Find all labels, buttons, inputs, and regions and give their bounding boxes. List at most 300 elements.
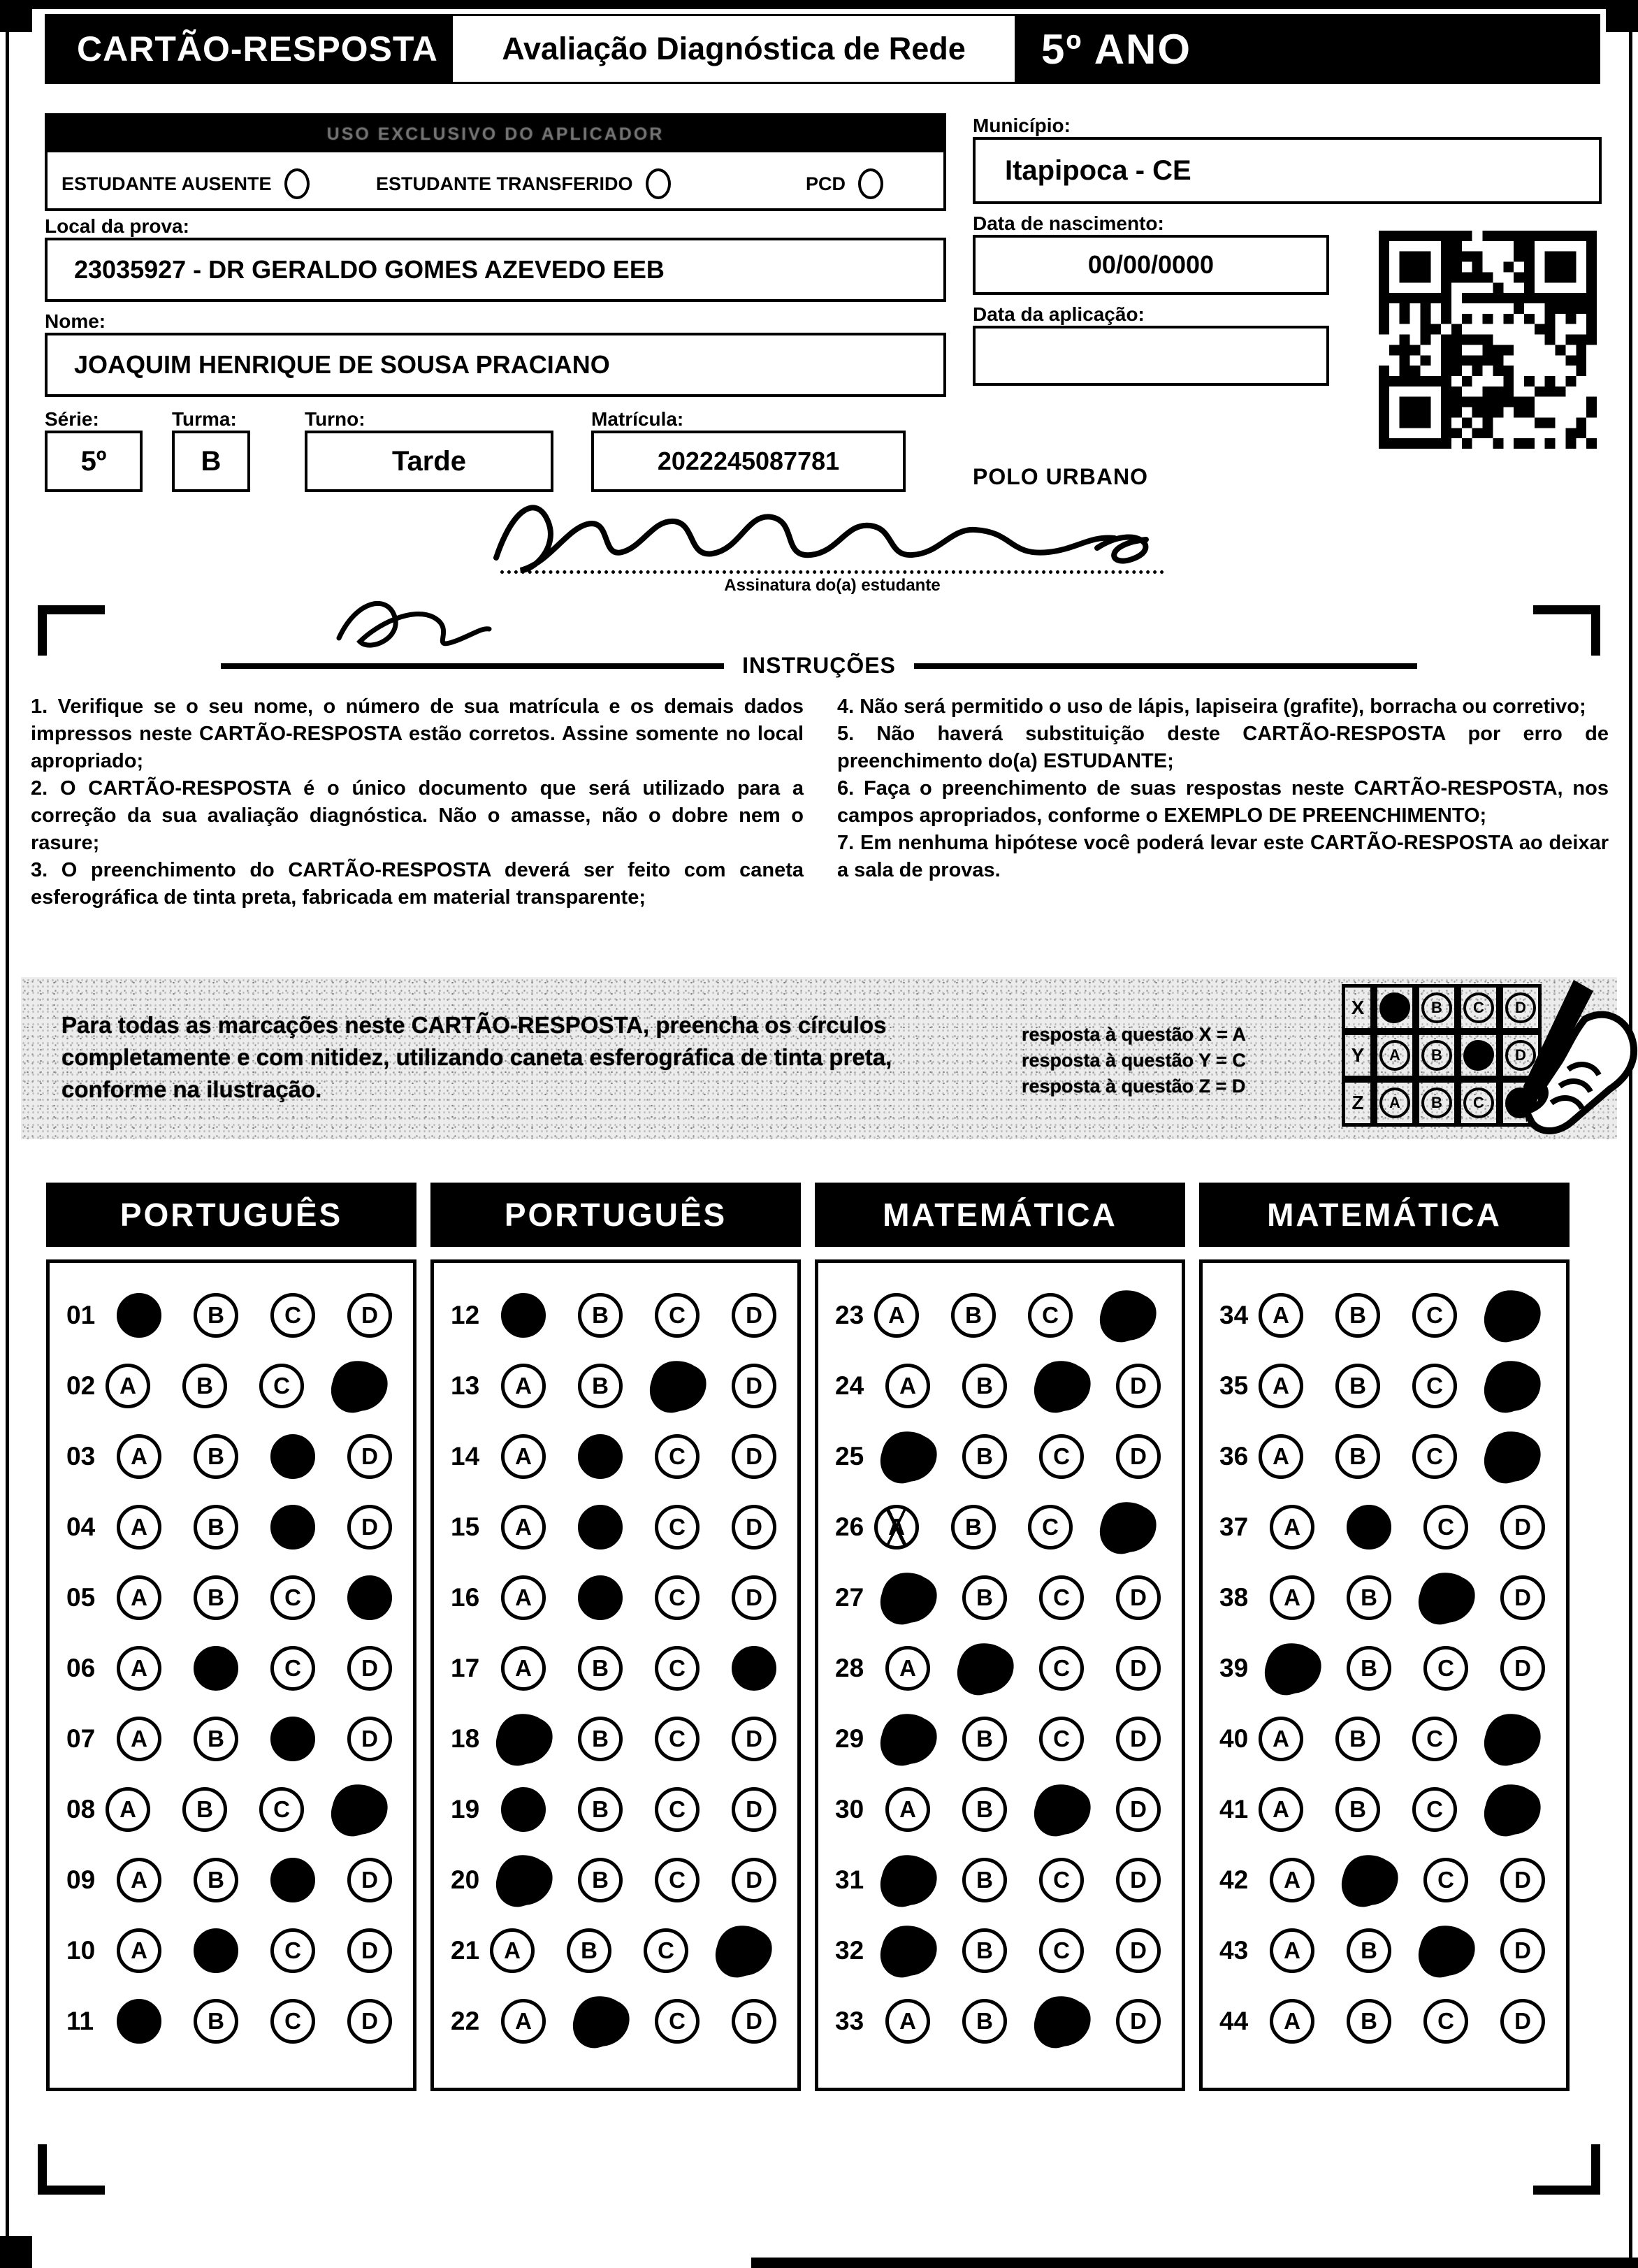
bubble-12-D[interactable]: D [732, 1293, 776, 1338]
bubble-13-C[interactable] [647, 1357, 706, 1415]
instructions-header [0, 653, 1638, 679]
bubble-26-D[interactable] [1097, 1498, 1157, 1556]
bubble-25-D[interactable]: D [1116, 1434, 1161, 1479]
checkbox-estudante-ausente [61, 159, 310, 208]
bubble-10-B[interactable] [194, 1928, 238, 1973]
turma-box [172, 431, 250, 492]
question-row-11 [66, 1986, 413, 2056]
bubble-36-B[interactable]: B [1335, 1434, 1380, 1479]
crop-mark-top-left [38, 605, 105, 656]
bubble-30-D[interactable]: D [1116, 1787, 1161, 1832]
bubble-07-D[interactable]: D [347, 1717, 392, 1761]
question-row-16 [451, 1562, 797, 1633]
bubble-33-C[interactable] [1031, 1993, 1091, 2050]
bubble-30-C[interactable] [1031, 1781, 1091, 1838]
question-row-13 [451, 1350, 797, 1421]
bubble-01-A[interactable] [117, 1293, 161, 1338]
question-row-37 [1219, 1491, 1566, 1562]
question-number: 17 [451, 1653, 480, 1682]
local-da-prova-box [45, 238, 946, 302]
question-row-31 [835, 1844, 1182, 1915]
bubble-07-C[interactable] [270, 1717, 315, 1761]
question-row-18 [451, 1703, 797, 1774]
bubble-15-B[interactable] [578, 1505, 623, 1550]
question-number: 30 [835, 1794, 864, 1823]
corner-square-bottom-left [0, 2236, 32, 2268]
signature-caption: Assinatura do(a) estudante [724, 576, 941, 595]
instruction-item: 7. Em nenhuma hipótese você poderá levar este CARTÃO-RESPOSTA ao deixar a sala de provas. [837, 832, 1609, 881]
bubble-03-B[interactable]: B [194, 1434, 238, 1479]
question-row-38 [1219, 1562, 1566, 1633]
bubble-42-C[interactable]: C [1423, 1858, 1468, 1902]
exam-title: Avaliação Diagnóstica de Rede [502, 31, 966, 66]
question-number: 26 [835, 1512, 864, 1541]
bubble-23-C[interactable]: C [1028, 1293, 1073, 1338]
example-bubble-Z-A: A [1379, 1088, 1410, 1118]
question-row-42 [1219, 1844, 1566, 1915]
answer-column [430, 1259, 801, 2091]
municipio-value: Itapipoca - CE [1005, 154, 1191, 186]
bubble-35-D[interactable] [1481, 1357, 1541, 1415]
bubble-16-A[interactable]: A [501, 1575, 546, 1620]
bubble-25-A[interactable] [878, 1428, 937, 1485]
bubble-42-A[interactable]: A [1270, 1858, 1314, 1902]
bubble-11-A[interactable] [117, 1999, 161, 2044]
question-row-12 [451, 1280, 797, 1350]
question-number: 18 [451, 1724, 480, 1753]
question-row-32 [835, 1915, 1182, 1986]
bubble-25-B[interactable]: B [962, 1434, 1007, 1479]
question-number: 01 [66, 1300, 96, 1329]
question-number: 14 [451, 1441, 480, 1471]
bubble-42-B[interactable] [1339, 1851, 1398, 1909]
bubble-01-D[interactable]: D [347, 1293, 392, 1338]
bubble-33-B[interactable]: B [962, 1999, 1007, 2044]
bubble-31-B[interactable]: B [962, 1858, 1007, 1902]
bubble-41-A[interactable]: A [1259, 1787, 1303, 1832]
question-row-33 [835, 1986, 1182, 2056]
question-row-19 [451, 1774, 797, 1844]
bubble-05-B[interactable]: B [194, 1575, 238, 1620]
question-number: 33 [835, 2006, 864, 2035]
bubble-24-D[interactable]: D [1116, 1364, 1161, 1408]
question-number: 39 [1219, 1653, 1249, 1682]
bubble-26-A[interactable]: A [874, 1505, 919, 1550]
bubble-01-C[interactable]: C [270, 1293, 315, 1338]
bubble-18-B[interactable]: B [578, 1717, 623, 1761]
bubble-36-D[interactable] [1481, 1428, 1541, 1485]
bubble-21-A[interactable]: A [490, 1928, 535, 1973]
nascimento-label: Data de nascimento: [973, 212, 1164, 234]
bubble-24-A[interactable]: A [885, 1364, 930, 1408]
bubble-35-A[interactable]: A [1259, 1364, 1303, 1408]
bubble-27-C[interactable]: C [1039, 1575, 1084, 1620]
bubble-02-B[interactable]: B [182, 1364, 227, 1408]
bubble-40-C[interactable]: C [1412, 1717, 1457, 1761]
answer-column [815, 1259, 1185, 2091]
bubble-35-C[interactable]: C [1412, 1364, 1457, 1408]
bubble-15-D[interactable]: D [732, 1505, 776, 1550]
bubble-40-B[interactable]: B [1335, 1717, 1380, 1761]
bubble-07-B[interactable]: B [194, 1717, 238, 1761]
bubble-29-C[interactable]: C [1039, 1717, 1084, 1761]
bubble-10-C[interactable]: C [270, 1928, 315, 1973]
bubble-19-A[interactable] [501, 1787, 546, 1832]
bubble-06-A[interactable]: A [117, 1646, 161, 1691]
question-number: 35 [1219, 1371, 1249, 1400]
bubble-38-A[interactable]: A [1270, 1575, 1314, 1620]
bubble-36-A[interactable]: A [1259, 1434, 1303, 1479]
bubble-38-B[interactable]: B [1347, 1575, 1391, 1620]
turma-value: B [201, 445, 222, 477]
question-number: 09 [66, 1865, 96, 1894]
bubble-15-A[interactable]: A [501, 1505, 546, 1550]
bubble-03-C[interactable] [270, 1434, 315, 1479]
bubble-32-B[interactable]: B [962, 1928, 1007, 1973]
question-row-15 [451, 1491, 797, 1562]
example-bubble-X-D: D [1505, 992, 1536, 1023]
qr-code [1373, 231, 1602, 449]
bubble-20-D[interactable]: D [732, 1858, 776, 1902]
question-row-44 [1219, 1986, 1566, 2056]
bubble-28-A[interactable]: A [885, 1646, 930, 1691]
bubble-27-B[interactable]: B [962, 1575, 1007, 1620]
bubble-29-D[interactable]: D [1116, 1717, 1161, 1761]
bubble-21-B[interactable]: B [567, 1928, 611, 1973]
instruction-item: 2. O CARTÃO-RESPOSTA é o único documento que será utilizado para a correção da sua avaliação diagnóstica. Não o amasse, não o dobre nem o rasure; [31, 777, 804, 854]
matricula-box [591, 431, 906, 492]
bubble-38-D[interactable]: D [1500, 1575, 1545, 1620]
question-number: 11 [66, 2006, 94, 2035]
bubble-16-D[interactable]: D [732, 1575, 776, 1620]
example-row-label: Y [1342, 1032, 1374, 1079]
bubble-34-B[interactable]: B [1335, 1293, 1380, 1338]
question-number: 07 [66, 1724, 96, 1753]
bubble-09-A[interactable]: A [117, 1858, 161, 1902]
example-option-cell [1374, 1032, 1416, 1079]
question-row-24 [835, 1350, 1182, 1421]
instructions-title: INSTRUÇÕES [742, 653, 896, 678]
question-row-08 [66, 1774, 413, 1844]
bubble-04-B[interactable]: B [194, 1505, 238, 1550]
question-row-17 [451, 1633, 797, 1703]
municipio-label: Município: [973, 115, 1071, 136]
bubble-03-D[interactable]: D [347, 1434, 392, 1479]
nascimento-value: 00/00/0000 [1087, 250, 1215, 279]
bubble-07-A[interactable]: A [117, 1717, 161, 1761]
bubble-22-B[interactable] [570, 1993, 630, 2050]
bubble-28-C[interactable]: C [1039, 1646, 1084, 1691]
question-row-10 [66, 1915, 413, 1986]
bubble-09-D[interactable]: D [347, 1858, 392, 1902]
bubble-05-C[interactable]: C [270, 1575, 315, 1620]
checkbox-pcd [806, 159, 883, 208]
bubble-11-D[interactable]: D [347, 1999, 392, 2044]
question-number: 12 [451, 1300, 480, 1329]
bubble-19-C[interactable]: C [655, 1787, 700, 1832]
bubble-12-A[interactable] [501, 1293, 546, 1338]
bubble-13-A[interactable]: A [501, 1364, 546, 1408]
question-number: 41 [1219, 1794, 1249, 1823]
question-number: 05 [66, 1582, 96, 1612]
bubble-14-D[interactable]: D [732, 1434, 776, 1479]
question-row-21 [451, 1915, 797, 1986]
subject-header: PORTUGUÊS [46, 1183, 416, 1247]
bubble-05-D[interactable] [347, 1575, 392, 1620]
bubble-39-D[interactable]: D [1500, 1646, 1545, 1691]
matricula-label: Matrícula: [591, 408, 684, 430]
bubble-31-D[interactable]: D [1116, 1858, 1161, 1902]
bubble-22-C[interactable]: C [655, 1999, 700, 2044]
bubble-08-C[interactable]: C [259, 1787, 304, 1832]
bubble-13-D[interactable]: D [732, 1364, 776, 1408]
example-option-cell [1416, 1079, 1458, 1127]
bubble-08-A[interactable]: A [106, 1787, 150, 1832]
bubble-26-C[interactable]: C [1028, 1505, 1073, 1550]
bubble-17-D[interactable] [732, 1646, 776, 1691]
question-number: 04 [66, 1512, 96, 1541]
bubble-09-B[interactable]: B [194, 1858, 238, 1902]
bubble-34-C[interactable]: C [1412, 1293, 1457, 1338]
bubble-03-A[interactable]: A [117, 1434, 161, 1479]
bubble-43-C[interactable] [1416, 1922, 1475, 1979]
question-number: 29 [835, 1724, 864, 1753]
bubble-43-D[interactable]: D [1500, 1928, 1545, 1973]
bubble-33-D[interactable]: D [1116, 1999, 1161, 2044]
nome-value: JOAQUIM HENRIQUE DE SOUSA PRACIANO [74, 350, 610, 379]
bubble-38-C[interactable] [1416, 1569, 1475, 1626]
bubble-21-C[interactable]: C [644, 1928, 688, 1973]
bubble-37-C[interactable]: C [1423, 1505, 1468, 1550]
bubble-34-D[interactable] [1481, 1287, 1541, 1344]
question-number: 24 [835, 1371, 864, 1400]
question-number: 16 [451, 1582, 480, 1612]
bubble-23-D[interactable] [1097, 1287, 1157, 1344]
bubble-18-D[interactable]: D [732, 1717, 776, 1761]
bubble-44-A[interactable]: A [1270, 1999, 1314, 2044]
question-number: 37 [1219, 1512, 1249, 1541]
question-number: 21 [451, 1935, 480, 1965]
bubble-01-B[interactable]: B [194, 1293, 238, 1338]
bubble-02-A[interactable]: A [106, 1364, 150, 1408]
bubble-27-D[interactable]: D [1116, 1575, 1161, 1620]
bubble-43-B[interactable]: B [1347, 1928, 1391, 1973]
example-bubble-Y-A: A [1379, 1040, 1410, 1071]
bubble-12-C[interactable]: C [655, 1293, 700, 1338]
instruction-item: 5. Não haverá substituição deste CARTÃO-RESPOSTA por erro de preenchimento do(a) ESTUDANTE; [837, 723, 1609, 772]
bubble-17-B[interactable]: B [578, 1646, 623, 1691]
bubble-29-B[interactable]: B [962, 1717, 1007, 1761]
bubble-13-B[interactable]: B [578, 1364, 623, 1408]
bubble-16-B[interactable] [578, 1575, 623, 1620]
question-row-26 [835, 1491, 1182, 1562]
example-option-cell [1374, 984, 1416, 1032]
bubble-04-C[interactable] [270, 1505, 315, 1550]
bubble-26-B[interactable]: B [951, 1505, 996, 1550]
bubble-23-B[interactable]: B [951, 1293, 996, 1338]
bubble-02-D[interactable] [328, 1357, 388, 1415]
bubble-37-B[interactable] [1347, 1505, 1391, 1550]
question-row-05 [66, 1562, 413, 1633]
bubble-35-B[interactable]: B [1335, 1364, 1380, 1408]
checkbox-label: ESTUDANTE AUSENTE [61, 173, 272, 194]
question-row-25 [835, 1421, 1182, 1491]
bubble-17-A[interactable]: A [501, 1646, 546, 1691]
question-number: 38 [1219, 1582, 1249, 1612]
bubble-19-D[interactable]: D [732, 1787, 776, 1832]
bubble-32-C[interactable]: C [1039, 1928, 1084, 1973]
bubble-34-A[interactable]: A [1259, 1293, 1303, 1338]
question-number: 03 [66, 1441, 96, 1471]
bubble-25-C[interactable]: C [1039, 1434, 1084, 1479]
instruction-item: 6. Faça o preenchimento de suas respostas neste CARTÃO-RESPOSTA, nos campos apropriados, conforme o EXEMPLO DE PREENCHIMENTO; [837, 777, 1609, 827]
pcd-circle[interactable] [858, 168, 883, 199]
question-row-34 [1219, 1280, 1566, 1350]
bubble-41-C[interactable]: C [1412, 1787, 1457, 1832]
answer-column [1199, 1259, 1570, 2091]
bubble-44-B[interactable]: B [1347, 1999, 1391, 2044]
bubble-39-B[interactable]: B [1347, 1646, 1391, 1691]
student-signature [482, 488, 1181, 579]
bubble-20-C[interactable]: C [655, 1858, 700, 1902]
bubble-18-C[interactable]: C [655, 1717, 700, 1761]
answer-column [46, 1259, 416, 2091]
bubble-29-A[interactable] [878, 1710, 937, 1768]
example-bubble-Z-C: C [1463, 1088, 1494, 1118]
crop-mark-top-right [1533, 605, 1600, 656]
bubble-33-A[interactable]: A [885, 1999, 930, 2044]
bubble-10-A[interactable]: A [117, 1928, 161, 1973]
bubble-22-D[interactable]: D [732, 1999, 776, 2044]
bubble-43-A[interactable]: A [1270, 1928, 1314, 1973]
example-note: resposta à questão Y = C [1022, 1050, 1246, 1071]
question-row-22 [451, 1986, 797, 2056]
checkbox-label: PCD [806, 173, 846, 194]
bubble-20-B[interactable]: B [578, 1858, 623, 1902]
example-note: resposta à questão X = A [1022, 1024, 1246, 1045]
question-row-07 [66, 1703, 413, 1774]
bubble-37-A[interactable]: A [1270, 1505, 1314, 1550]
corner-square-top-right [1606, 0, 1638, 32]
example-instruction-text: Para todas as marcações neste CARTÃO-RESPOSTA, preencha os círculos completamente e com nitidez, utilizando caneta esferográfica de tinta preta, conforme na ilustração. [61, 1012, 892, 1102]
bubble-14-A[interactable]: A [501, 1434, 546, 1479]
bubble-14-C[interactable]: C [655, 1434, 700, 1479]
turma-label: Turma: [172, 408, 237, 430]
nome-label: Nome: [45, 310, 106, 332]
bubble-02-C[interactable]: C [259, 1364, 304, 1408]
bubble-39-C[interactable]: C [1423, 1646, 1468, 1691]
question-number: 28 [835, 1653, 864, 1682]
bubble-28-D[interactable]: D [1116, 1646, 1161, 1691]
checkbox-label: ESTUDANTE TRANSFERIDO [376, 173, 633, 194]
crop-mark-bottom-right [1533, 2144, 1600, 2195]
local-da-prova-value: 23035927 - DR GERALDO GOMES AZEVEDO EEB [74, 255, 665, 284]
instruction-item: 4. Não será permitido o uso de lápis, lapiseira (grafite), borracha ou corretivo; [837, 695, 1586, 718]
bubble-21-D[interactable] [713, 1922, 772, 1979]
bubble-04-D[interactable]: D [347, 1505, 392, 1550]
bubble-31-C[interactable]: C [1039, 1858, 1084, 1902]
serie-box [45, 431, 143, 492]
bubble-41-D[interactable] [1481, 1781, 1541, 1838]
bubble-44-D[interactable]: D [1500, 1999, 1545, 2044]
bubble-18-A[interactable] [493, 1710, 553, 1768]
bubble-40-D[interactable] [1481, 1710, 1541, 1768]
bubble-11-B[interactable]: B [194, 1999, 238, 2044]
example-option-cell [1416, 984, 1458, 1032]
serie-label: Série: [45, 408, 99, 430]
bubble-06-D[interactable]: D [347, 1646, 392, 1691]
bubble-06-C[interactable]: C [270, 1646, 315, 1691]
example-bubble-X-A [1379, 992, 1410, 1023]
bottom-border-bar [751, 2258, 1638, 2268]
bubble-44-C[interactable]: C [1423, 1999, 1468, 2044]
question-number: 22 [451, 2006, 480, 2035]
bubble-15-C[interactable]: C [655, 1505, 700, 1550]
secondary-signature-scribble [328, 586, 496, 663]
bubble-05-A[interactable]: A [117, 1575, 161, 1620]
bubble-08-D[interactable] [328, 1781, 388, 1838]
bubble-24-B[interactable]: B [962, 1364, 1007, 1408]
question-number: 42 [1219, 1865, 1249, 1894]
applicator-bar [48, 116, 943, 152]
bubble-11-C[interactable]: C [270, 1999, 315, 2044]
instruction-item: 3. O preenchimento do CARTÃO-RESPOSTA deverá ser feito com caneta esferográfica de tinta preta, fabricada em material transparente; [31, 859, 804, 909]
question-number: 19 [451, 1794, 480, 1823]
bubble-30-B[interactable]: B [962, 1787, 1007, 1832]
grade-label: 5º ANO [1041, 25, 1192, 73]
bubble-39-A[interactable] [1262, 1640, 1321, 1697]
applicator-box [45, 113, 946, 211]
bubble-36-C[interactable]: C [1412, 1434, 1457, 1479]
bubble-28-B[interactable] [955, 1640, 1014, 1697]
bubble-12-B[interactable]: B [578, 1293, 623, 1338]
bubble-08-B[interactable]: B [182, 1787, 227, 1832]
example-note: resposta à questão Z = D [1022, 1076, 1246, 1097]
bubble-22-A[interactable]: A [501, 1999, 546, 2044]
bubble-42-D[interactable]: D [1500, 1858, 1545, 1902]
question-number: 31 [835, 1865, 864, 1894]
bubble-17-C[interactable]: C [655, 1646, 700, 1691]
bubble-27-A[interactable] [878, 1569, 937, 1626]
example-option-cell [1416, 1032, 1458, 1079]
hand-with-pen-icon [1487, 977, 1638, 1139]
bubble-31-A[interactable] [878, 1851, 937, 1909]
bubble-24-C[interactable] [1031, 1357, 1091, 1415]
bubble-20-A[interactable] [493, 1851, 553, 1909]
bubble-09-C[interactable] [270, 1858, 315, 1902]
bubble-32-A[interactable] [878, 1922, 937, 1979]
nascimento-box [973, 235, 1329, 295]
ausente-circle[interactable] [284, 168, 310, 199]
question-row-02 [66, 1350, 413, 1421]
bubble-19-B[interactable]: B [578, 1787, 623, 1832]
bubble-06-B[interactable] [194, 1646, 238, 1691]
local-da-prova-label: Local da prova: [45, 215, 189, 237]
bubble-41-B[interactable]: B [1335, 1787, 1380, 1832]
bubble-04-A[interactable]: A [117, 1505, 161, 1550]
bubble-30-A[interactable]: A [885, 1787, 930, 1832]
example-option-cell [1374, 1079, 1416, 1127]
bubble-23-A[interactable]: A [874, 1293, 919, 1338]
rule-left [221, 663, 724, 669]
bubble-40-A[interactable]: A [1259, 1717, 1303, 1761]
bubble-14-B[interactable] [578, 1434, 623, 1479]
transferido-circle[interactable] [646, 168, 671, 199]
bubble-32-D[interactable]: D [1116, 1928, 1161, 1973]
bubble-10-D[interactable]: D [347, 1928, 392, 1973]
bubble-37-D[interactable]: D [1500, 1505, 1545, 1550]
bubble-16-C[interactable]: C [655, 1575, 700, 1620]
